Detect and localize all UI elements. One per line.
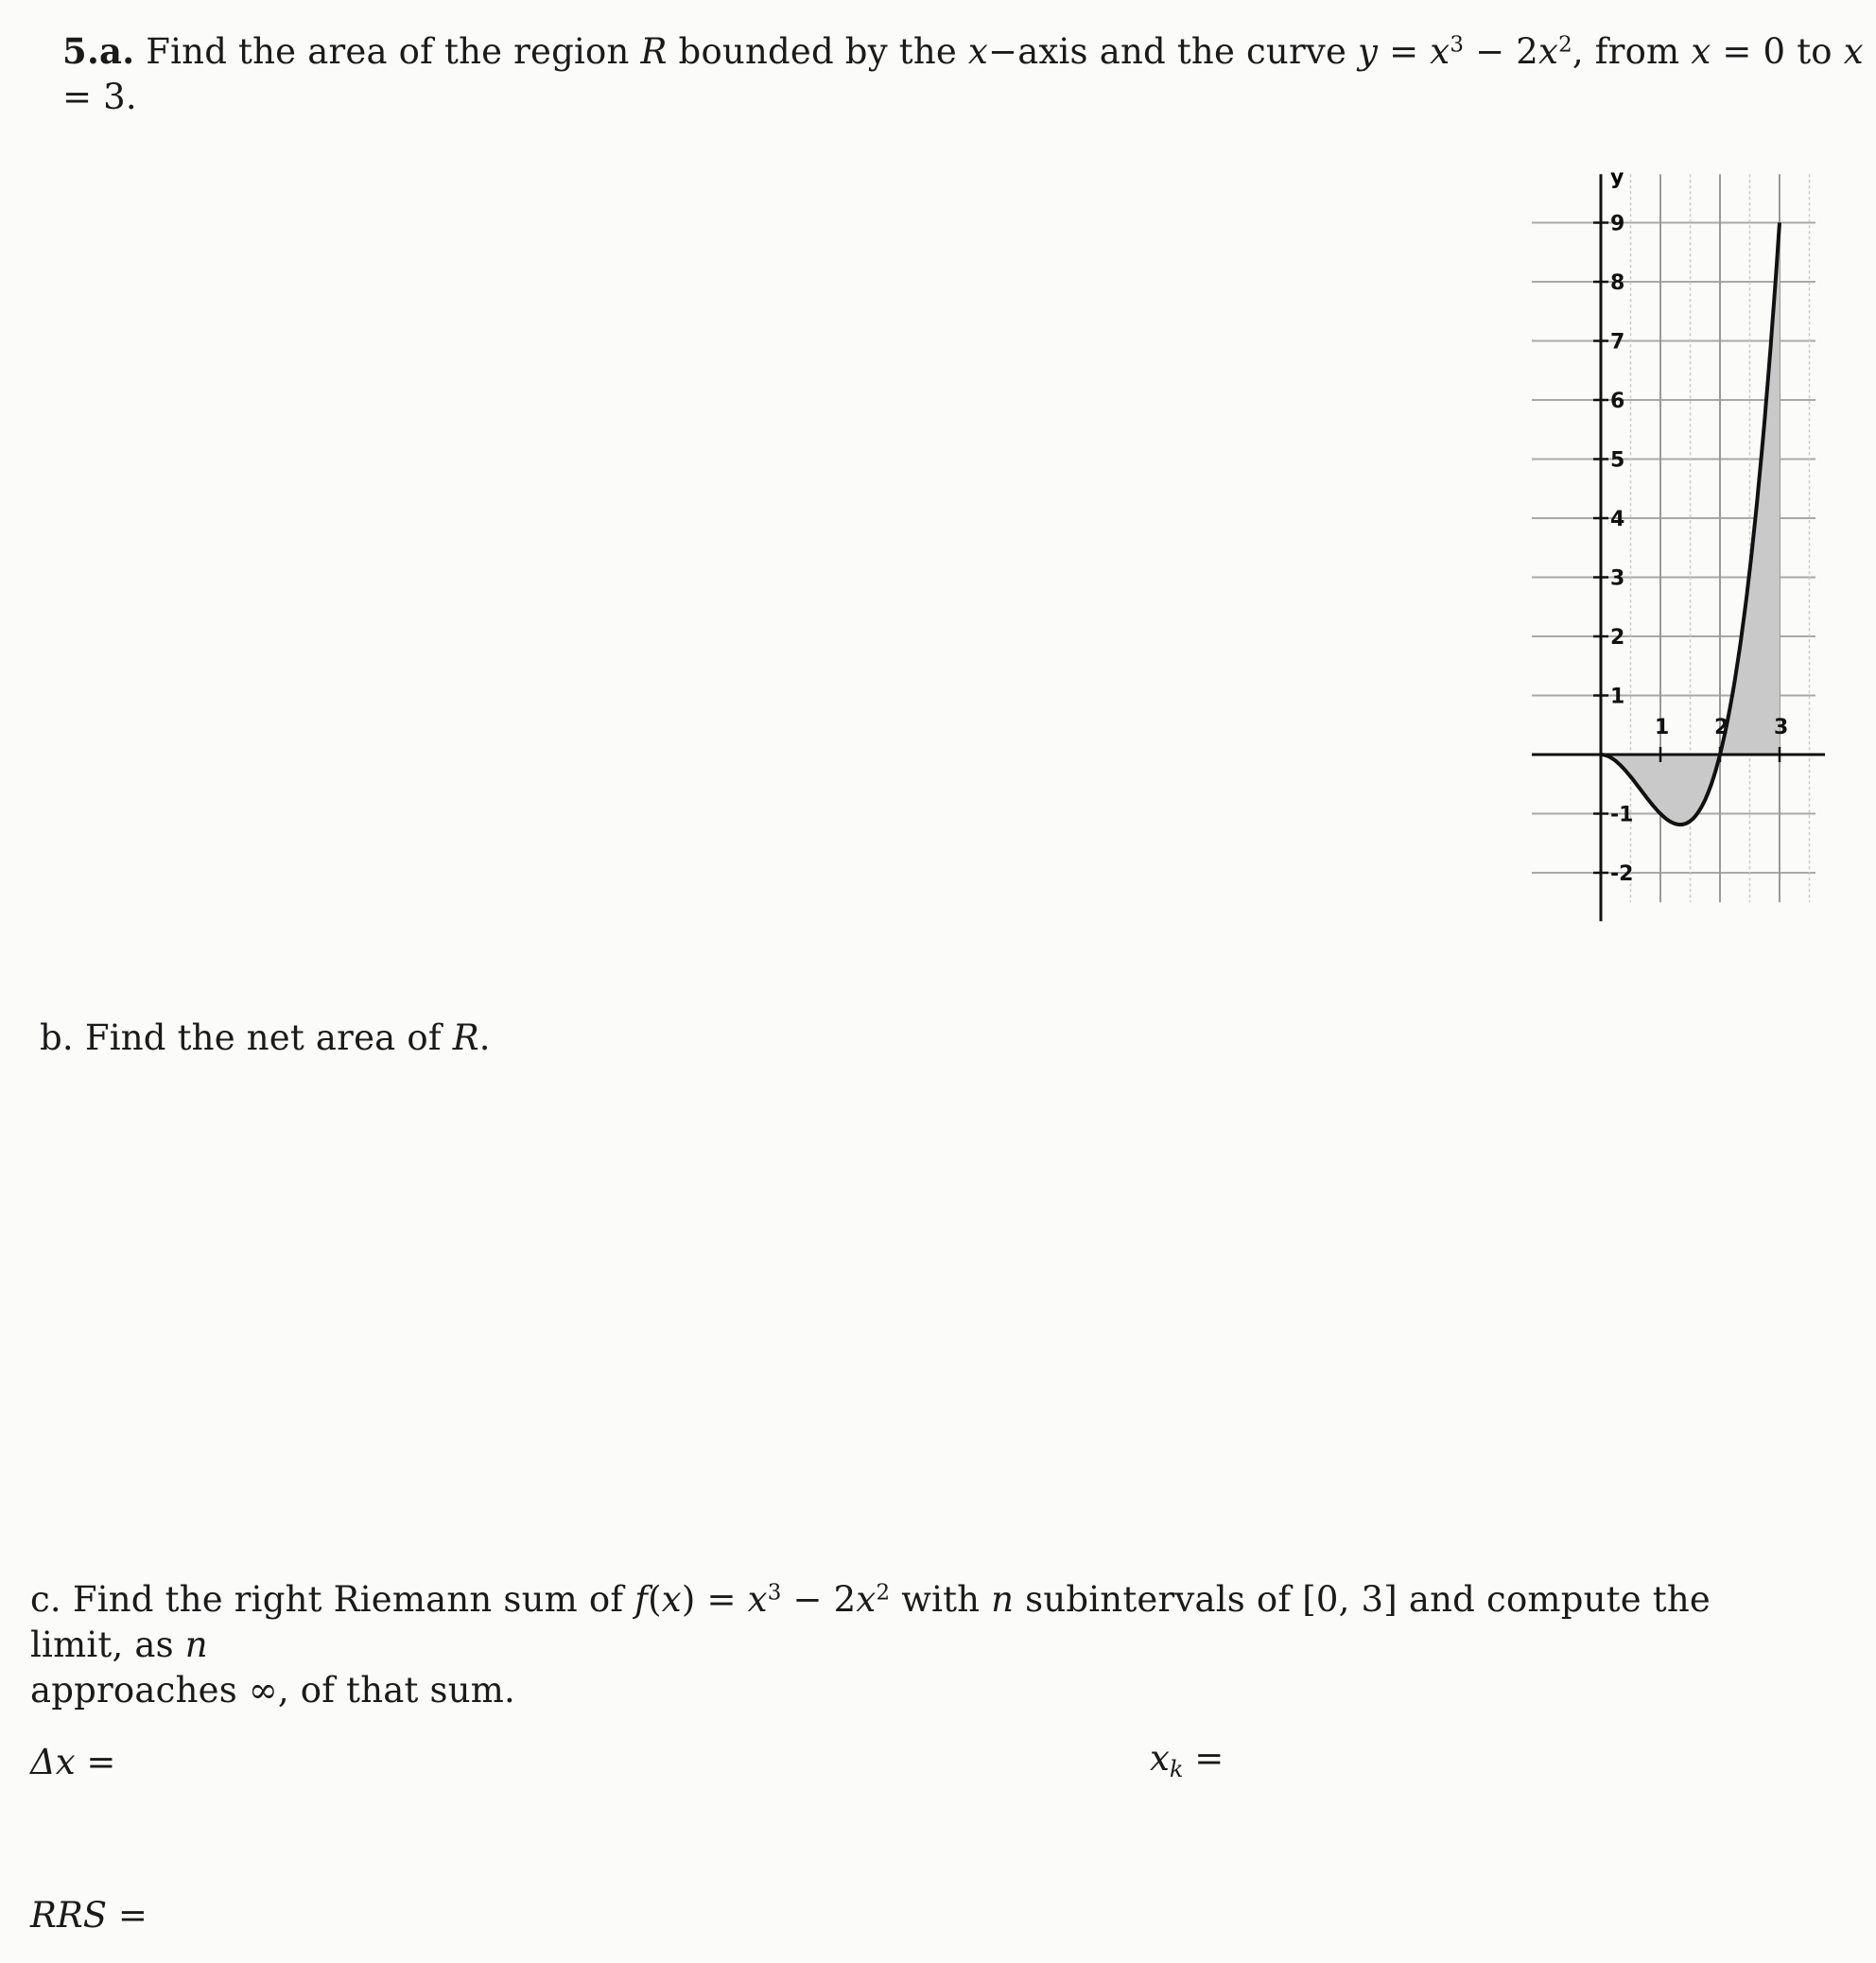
eq-equals: =: [1378, 31, 1431, 72]
rrs-prompt: RRS =: [30, 1895, 148, 1936]
question-5a: [62, 28, 1876, 120]
y-tick-label: 9: [1610, 212, 1625, 236]
part-c-line-2: approaches ∞, of that sum.: [30, 1670, 515, 1711]
from-x: x: [1691, 31, 1711, 72]
y-axis-title: y: [1610, 170, 1624, 190]
part-a-text-3: −axis and the curve: [988, 31, 1359, 72]
part-a-text-1: Find the area of the region: [146, 31, 641, 72]
part-b-end: .: [478, 1017, 491, 1058]
part-b-text: Find the net area of: [84, 1017, 453, 1058]
part-b-region: R: [452, 1017, 479, 1058]
fx-close: ) =: [681, 1579, 748, 1620]
delta-x-prompt: Δx =: [30, 1742, 116, 1782]
eq-x1: x: [1430, 31, 1450, 72]
y-tick-label: 7: [1610, 330, 1625, 355]
y-tick-label: 4: [1610, 508, 1625, 531]
y-tick-label: 1: [1610, 685, 1625, 709]
eq-y: y: [1358, 31, 1379, 72]
fx-x: x: [661, 1579, 682, 1620]
part-c-text-1: Find the right Riemann sum of: [72, 1579, 635, 1620]
x-tick-label: 2: [1714, 716, 1729, 739]
part-c-text-2: with: [890, 1579, 992, 1620]
xk-eq: =: [1183, 1738, 1225, 1779]
part-a-label: 5.a.: [62, 30, 135, 72]
eq-power-2: 2: [1558, 32, 1572, 58]
y-tick-label: -2: [1610, 862, 1634, 886]
part-c-label: c.: [30, 1579, 61, 1620]
c-x2: x: [856, 1579, 877, 1620]
y-tick-label: 8: [1610, 271, 1625, 295]
eq-x2: x: [1538, 31, 1559, 72]
fx-open: (: [648, 1579, 662, 1620]
y-tick-label: 2: [1610, 626, 1625, 650]
curve-equation: [1358, 31, 1572, 72]
x-tick-label: 3: [1774, 716, 1789, 739]
x-var: x: [967, 31, 988, 72]
part-c-text-3: subintervals of [0, 3] and compute the limit, as: [30, 1579, 1711, 1666]
part-b-label: b.: [40, 1017, 74, 1058]
n-var-1: n: [991, 1579, 1015, 1620]
eq-mid: − 2: [1464, 31, 1538, 72]
xk-prompt: [1150, 1738, 1225, 1783]
y-tick-label: 3: [1610, 566, 1625, 591]
to-x: x: [1843, 31, 1864, 72]
question-5b: [40, 1016, 491, 1061]
function-graph: [1532, 170, 1834, 927]
part-a-text-4: , from: [1572, 31, 1692, 72]
f-name: f: [634, 1579, 649, 1620]
c-p1: 3: [767, 1580, 782, 1606]
part-a-text-2: bounded by the: [667, 31, 968, 72]
eq-power-1: 3: [1450, 32, 1465, 58]
c-mid: − 2: [781, 1579, 857, 1620]
c-p2: 2: [876, 1580, 891, 1606]
xk-sub: k: [1169, 1756, 1184, 1783]
to-val: = 3.: [62, 77, 137, 118]
question-5c: [30, 1577, 1808, 1713]
y-tick-label: -1: [1610, 803, 1634, 827]
c-x1: x: [747, 1579, 768, 1620]
from-val: = 0 to: [1711, 31, 1844, 72]
n-var-2: n: [184, 1624, 208, 1666]
y-tick-label: 5: [1610, 448, 1625, 473]
region-var: R: [640, 31, 668, 72]
xk-var: x: [1150, 1738, 1170, 1779]
y-tick-label: 6: [1610, 390, 1625, 413]
x-tick-label: 1: [1655, 716, 1670, 739]
